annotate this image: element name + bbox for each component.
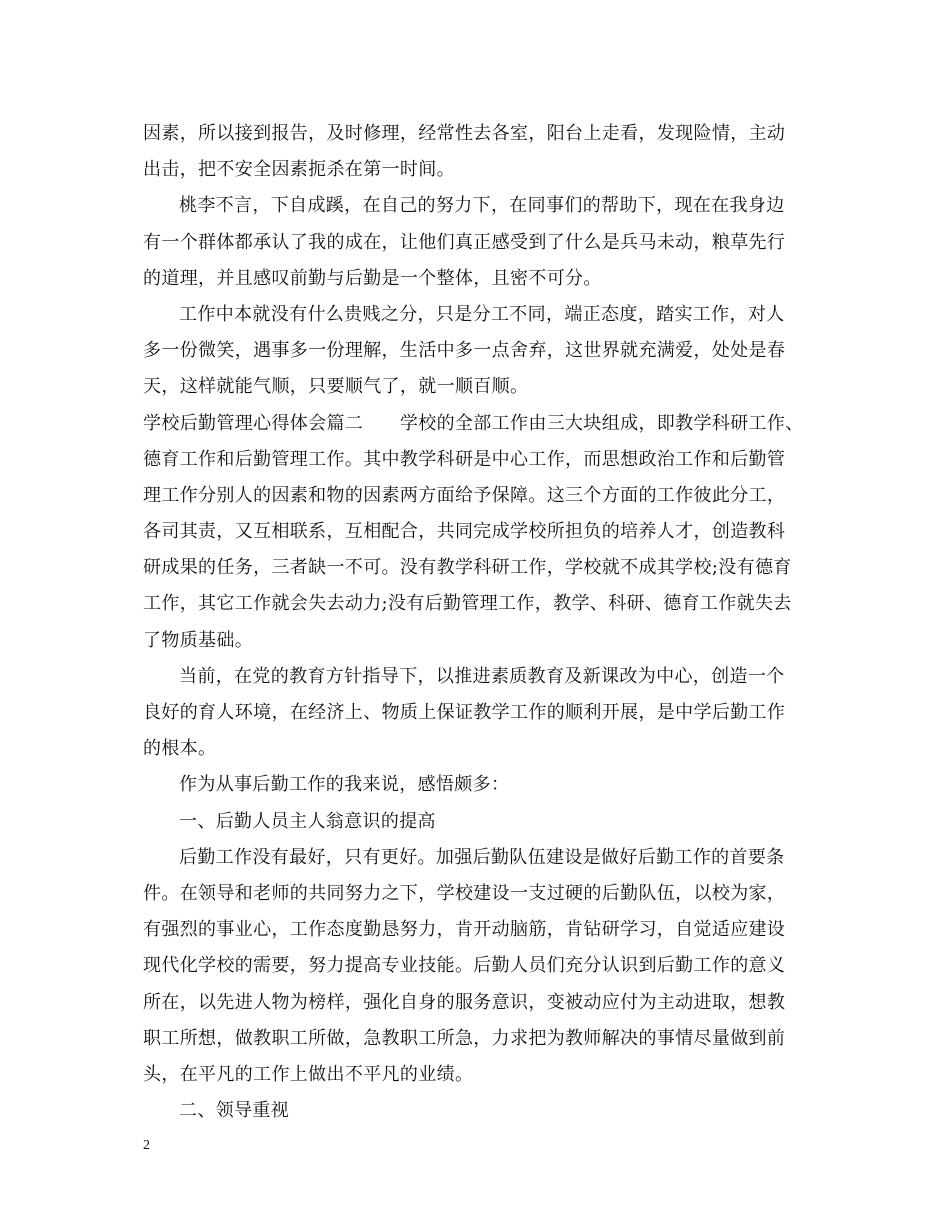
text-line: 出击，把不安全因素扼杀在第一时间。 xyxy=(143,159,455,181)
text-line: 工作，其它工作就会失去动力;没有后勤管理工作，教学、科研、德育工作就失去 xyxy=(143,593,792,615)
text-line: 件。在领导和老师的共同努力之下，学校建设一支过硬的后勤队伍，以校为家， xyxy=(143,882,786,904)
text-line: 作为从事后勤工作的我来说，感悟颇多： xyxy=(179,774,510,796)
text-line: 桃李不言，下自成蹊，在自己的努力下，在同事们的帮助下，现在在我身边 xyxy=(179,195,785,217)
text-line: 德育工作和后勤管理工作。其中教学科研是中心工作，而思想政治工作和后勤管 xyxy=(143,448,786,470)
text-line: 多一份微笑，遇事多一份理解，生活中多一点舍弃，这世界就充满爱，处处是春 xyxy=(143,340,786,362)
text-line: 良好的育人环境，在经济上、物质上保证教学工作的顺利开展，是中学后勤工作 xyxy=(143,702,786,723)
text-line: 的根本。 xyxy=(143,738,217,760)
text-line: 当前，在党的教育方针指导下，以推进素质教育及新课改为中心，创造一个 xyxy=(179,665,785,687)
text-line: 头，在平凡的工作上做出不平凡的业绩。 xyxy=(143,1063,474,1085)
text-line: 职工所想，做教职工所做，急教职工所急，力求把为教师解决的事情尽量做到前 xyxy=(143,1027,786,1049)
text-line: 的道理，并且感叹前勤与后勤是一个整体，且密不可分。 xyxy=(143,267,602,289)
text-line: 工作中本就没有什么贵贱之分，只是分工不同，端正态度，踏实工作，对人 xyxy=(179,303,785,325)
text-line: 现代化学校的需要，努力提高专业技能。后勤人员们充分认识到后勤工作的意义 xyxy=(143,955,786,977)
page-number: 2 xyxy=(143,1138,150,1153)
text-line: 因素，所以接到报告，及时修理，经常性去各室，阳台上走看，发现险情，主动 xyxy=(143,123,786,144)
text-line: 各司其责，又互相联系，互相配合，共同完成学校所担负的培养人才，创造教科 xyxy=(143,521,786,543)
text-line: 有一个群体都承认了我的成在，让他们真正感受到了什么是兵马未动，粮草先行 xyxy=(143,231,786,253)
text-line: 研成果的任务，三者缺一不可。没有教学科研工作，学校就不成其学校;没有德育 xyxy=(143,557,792,579)
section-heading-line: 学校后勤管理心得体会篇二 学校的全部工作由三大块组成，即教学科研工作、 xyxy=(143,412,804,434)
text-line: 了物质基础。 xyxy=(143,629,254,651)
text-line: 所在，以先进人物为榜样，强化自身的服务意识，变被动应付为主动进取，想教 xyxy=(143,991,786,1013)
text-line: 后勤工作没有最好，只有更好。加强后勤队伍建设是做好后勤工作的首要条 xyxy=(179,846,785,868)
subheading-line: 一、后勤人员主人翁意识的提高 xyxy=(179,810,436,832)
body-text xyxy=(143,116,808,1129)
subheading-line: 二、领导重视 xyxy=(179,1100,290,1122)
text-line: 天，这样就能气顺，只要顺气了，就一顺百顺。 xyxy=(143,376,529,398)
text-line: 理工作分别人的因素和物的因素两方面给予保障。这三个方面的工作彼此分工， xyxy=(143,484,786,506)
text-line: 有强烈的事业心，工作态度勤恳努力，肯开动脑筋，肯钻研学习，自觉适应建设 xyxy=(143,919,786,941)
